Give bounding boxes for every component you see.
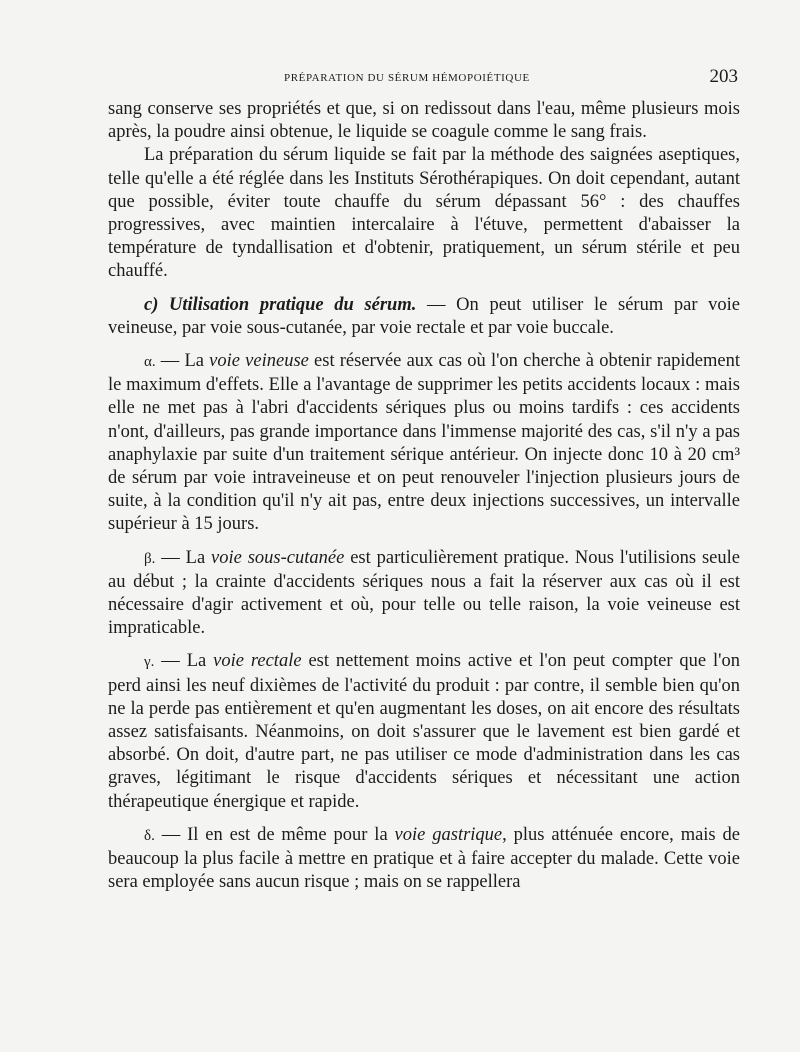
paragraph-beta [108, 547, 740, 641]
item-marker: γ. [144, 654, 155, 671]
paragraph-serum-preparation: La préparation du sérum liquide se fait par la méthode des saignées aseptiques, telle qu'elle a été réglée dans les Instituts Sérothérapiques. On doit cependant, autant que possible, éviter toute chauffe du sérum dépassant 56° : des chauffes progressives, avec maintien intercalaire à l'étuve, permettent d'abaisser la température de tyndallisation et d'obtenir, pratiquement, un sérum stérile et peu chauffé. [108, 145, 740, 282]
page-number: 203 [709, 66, 738, 87]
item-marker: β. [144, 550, 156, 567]
section-heading: c) Utilisation pratique du sérum. [144, 294, 417, 315]
item-lead: — La [155, 351, 210, 372]
item-emphasis: voie rectale [213, 651, 302, 672]
item-lead: — La [155, 547, 212, 568]
item-text: est particulièrement pratique. Nous l'utilisions seule au début ; la crainte d'accidents sériques nous a fait la réserver aux cas où il est nécessaire d'agir activement et où, pour telle ou telle raison, la voie veineuse est impraticable. [108, 547, 740, 639]
item-emphasis: voie sous-cutanée [211, 547, 345, 568]
running-title: PRÉPARATION DU SÉRUM HÉMOPOIÉTIQUE [284, 72, 530, 84]
item-lead: — Il en est de même pour la [154, 824, 395, 845]
item-emphasis: voie gastrique [394, 824, 503, 845]
paragraph-alpha [108, 350, 740, 537]
item-marker: δ. [144, 827, 155, 844]
body-text [108, 98, 740, 895]
item-text: est nettement moins active et l'on peut compter que l'on perd ainsi les neuf dixièmes de l'activité du produit : par contre, il semble bien qu'on ne la perde pas entièrement et qu'en augmentant les doses, on ait encore des résultats assez satisfaisants. Néanmoins, on doit s'assurer que le lavement est bien gardé et absorbé. On doit, d'autre part, ne pas utiliser ce mode d'administration dans les cas graves, légitimant le risque d'accidents sériques et nécessitant une action thérapeutique énergique et rapide. [108, 651, 741, 812]
item-emphasis: voie veineuse [209, 351, 309, 372]
item-text: est réservée aux cas où l'on cherche à obtenir rapidement le maximum d'effets. Elle a l'avantage de supprimer les petits accidents locaux : mais elle ne met pas à l'abri d'accidents sériques plus ou moins tardifs : ces accidents n'ont, d'ailleurs, pas grande importance dans l'immense majorité des cas, s'il n'y a pas anaphylaxie par suite d'un traitement sérique antérieur. On injecte donc 10 à 20 cm³ de sérum par voie intraveineuse et on peut renouveler l'injection plusieurs jours de suite, à la condition qu'il n'y ait pas, entre deux injections successives, un intervalle supérieur à 15 jours. [108, 351, 740, 535]
paragraph-gamma [108, 650, 740, 813]
paragraph-delta [108, 824, 740, 895]
running-head [108, 64, 738, 94]
paragraph-continuation: sang conserve ses propriétés et que, si on redissout dans l'eau, même plusieurs mois après, la poudre ainsi obtenue, le liquide se coagule comme le sang frais. [108, 99, 740, 143]
item-marker: α. [144, 354, 156, 371]
item-lead: — La [154, 651, 214, 672]
paragraph-section-c [108, 294, 740, 340]
item-text: , plus atténuée encore, mais de beaucoup la plus facile à mettre en pratique et à faire accepter du malade. Cette voie sera employée sans aucun risque ; mais on se rappellera [108, 824, 740, 893]
section-text: — On peut utiliser le sérum par voie veineuse, par voie sous-cutanée, par voie rectale et par voie buccale. [108, 294, 740, 338]
